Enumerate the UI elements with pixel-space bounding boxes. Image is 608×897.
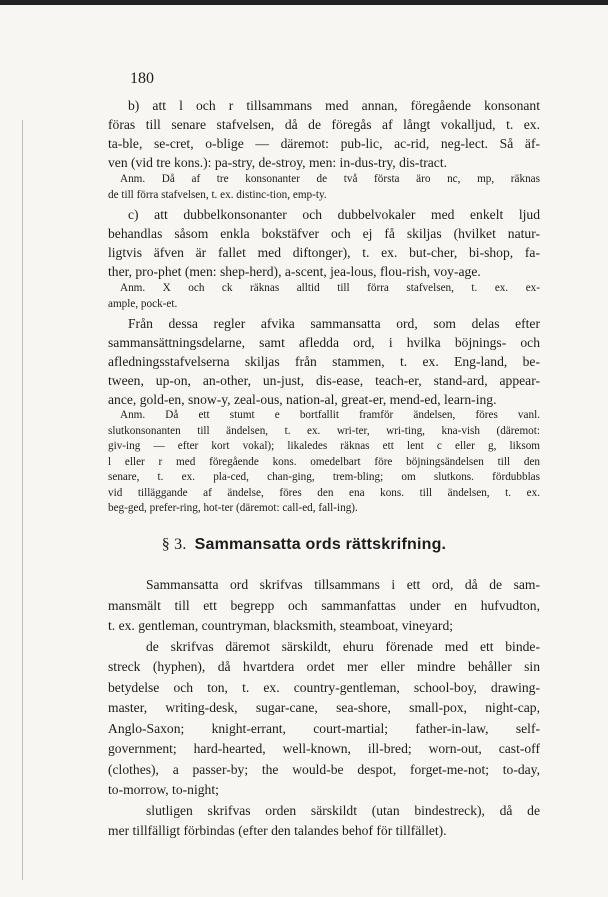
note-line: l eller r med föregående kons. omedelbart före böjningsändelsen till den bbox=[108, 455, 540, 468]
scan-margin-line bbox=[22, 120, 23, 880]
text-line: mer tillfälligt förbindas (efter den talandes behof för tillfället). bbox=[108, 823, 447, 838]
page-number: 180 bbox=[130, 70, 154, 87]
text-line: ance, gold-en, snow-y, zeal-ous, nation-al, great-er, mend-ed, learn-ing. bbox=[108, 392, 497, 407]
text-line: b) att l och r tillsammans med annan, föregående konsonant bbox=[128, 98, 540, 113]
page-top-border bbox=[0, 0, 608, 5]
text-line: streck (hyphen), då hvartdera ordet mer eller mindre behåller sin bbox=[108, 659, 540, 674]
paragraph-c bbox=[108, 205, 540, 281]
text-line: government; hard-hearted, well-known, ill-bred; worn-out, cast-off bbox=[108, 741, 540, 756]
note-3 bbox=[108, 408, 540, 517]
note-line: de till förra stafvelsen, t. ex. distinc-tion, emp-ty. bbox=[108, 188, 327, 201]
text-line: to-morrow, to-night; bbox=[108, 782, 219, 797]
text-line: mansmält till ett begrepp och sammanfattas under en hufvudton, bbox=[108, 597, 540, 613]
text-line: tween, up-on, an-other, un-just, dis-ease, teach-er, stand-ard, appear- bbox=[108, 373, 540, 388]
text-line: afledningsstafvelserna skiljas från stammen, t. ex. Eng-land, be- bbox=[108, 354, 540, 369]
text-line: Sammansatta ord skrifvas tillsammans i ett ord, då de sam- bbox=[146, 577, 540, 592]
note-line: ample, pock-et. bbox=[108, 297, 178, 310]
note-line: Anm. Då ett stumt e bortfallit framför ändelsen, föres vanl. bbox=[120, 409, 540, 421]
text-line: ther, pro-phet (men: shep-herd), a-scent, jea-lous, flou-rish, voy-age. bbox=[108, 264, 481, 279]
section-heading bbox=[0, 536, 608, 554]
note-line: Anm. Då af tre konsonanter de två första äro nc, mp, räknas bbox=[120, 173, 540, 185]
text-line: (clothes), a passer-by; the would-be despot, forget-me-not; to-day, bbox=[108, 761, 540, 777]
text-line: master, writing-desk, sugar-cane, sea-shore, small-pox, night-cap, bbox=[108, 700, 540, 715]
note-line: vid tilläggande af ändelse, föres den ena kons. till ändelsen, t. ex. bbox=[108, 486, 540, 499]
section-title: Sammansatta ords rättskrifning. bbox=[194, 536, 447, 553]
text-line: c) att dubbelkonsonanter och dubbelvokaler med enkelt ljud bbox=[128, 207, 540, 222]
text-line: slutligen skrifvas orden särskildt (utan bindestreck), då de bbox=[146, 802, 540, 818]
note-line: beg-ged, prefer-ring, hot-ter (däremot: call-ed, fall-ing). bbox=[108, 502, 358, 514]
note-2 bbox=[108, 281, 540, 312]
paragraph-b bbox=[108, 96, 540, 172]
note-1 bbox=[108, 172, 540, 203]
text-line: de skrifvas däremot särskildt, ehuru förenade med ett binde- bbox=[146, 638, 540, 654]
paragraph-compounds bbox=[108, 575, 540, 842]
text-line: ven (vid tre kons.): pa-stry, de-stroy, men: in-dus-try, dis-tract. bbox=[108, 155, 447, 170]
text-line: betydelse och ton, t. ex. country-gentleman, school-boy, drawing- bbox=[108, 679, 540, 695]
note-line: senare, t. ex. pla-ced, chan-ging, trem-bling; om slutkons. fördubblas bbox=[108, 471, 540, 483]
section-number: § 3. bbox=[161, 536, 187, 553]
note-line: slutkonsonanten till ändelsen, t. ex. wri-ter, wri-ting, kna-vish (däremot: bbox=[108, 424, 540, 437]
note-line: Anm. X och ck räknas alltid till förra stafvelsen, t. ex. ex- bbox=[120, 282, 540, 294]
text-line: föras till senare stafvelsen, då de föregås af långt vokalljud, t. ex. bbox=[108, 117, 540, 132]
text-line: ligtvis äfven är fallet med diftonger), t. ex. but-cher, bi-shop, fa- bbox=[108, 245, 540, 260]
text-line: Från dessa regler afvika sammansatta ord, som delas efter bbox=[128, 316, 540, 331]
text-line: t. ex. gentleman, countryman, blacksmith, steamboat, vineyard; bbox=[108, 618, 454, 633]
paragraph-exceptions bbox=[108, 314, 540, 409]
text-line: Anglo-Saxon; knight-errant, court-martial; father-in-law, self- bbox=[108, 720, 540, 736]
text-line: ta-ble, se-cret, o-blige — däremot: pub-lic, ac-rid, neg-lect. Så äf- bbox=[108, 136, 540, 151]
text-line: behandlas såsom enkla bokstäfver och ej få skiljas (hvilket natur- bbox=[108, 226, 540, 241]
text-line: sammansättningsdelarne, samt afledda ord, i hvilka böjnings- och bbox=[108, 335, 540, 350]
note-line: giv-ing — efter kort vokal); likaledes räknas ett lent c eller g, liksom bbox=[108, 440, 540, 452]
